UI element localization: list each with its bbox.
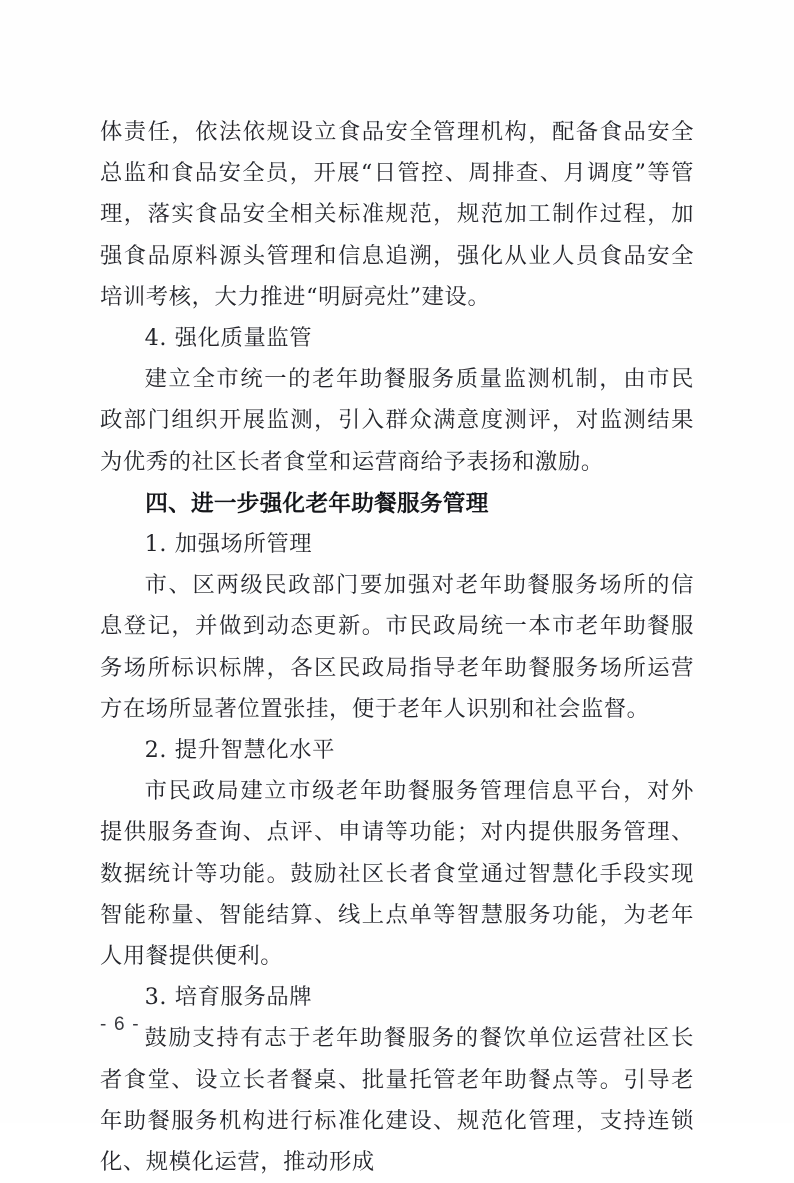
paragraph-continued-food-safety: 体责任，依法依规设立食品安全管理机构，配备食品安全总监和食品安全员，开展“日管控、周排查、月调度”等管理，落实食品安全相关标准规范，规范加工制作过程，加强食品原料源头管理和信息追溯，强化从业人员食品安全培训考核，大力推进“明厨亮灶”建设。 bbox=[100, 119, 694, 310]
paragraph-service-brand-cultivation: 鼓励支持有志于老年助餐服务的餐饮单位运营社区长者食堂、设立长者餐桌、批量托管老年助餐点等。引导老年助餐服务机构进行标准化建设、规范化管理，支持连锁化、规模化运营，推动形成 bbox=[100, 1025, 694, 1176]
subheading-2-smart-level: 2. 提升智慧化水平 bbox=[144, 737, 336, 764]
paragraph-smart-platform: 市民政局建立市级老年助餐服务管理信息平台，对外提供服务查询、点评、申请等功能；对内提供服务管理、数据统计等功能。鼓励社区长者食堂通过智慧化手段实现智能称量、智能结算、线上点单等智慧服务功能，为老年人用餐提供便利。 bbox=[100, 778, 694, 970]
page-footer bbox=[100, 1010, 694, 1040]
page-number: - 6 - bbox=[100, 1014, 140, 1035]
subheading-4-quality-supervision: 4. 强化质量监管 bbox=[144, 325, 313, 352]
subheading-1-venue-management: 1. 加强场所管理 bbox=[144, 531, 313, 558]
paragraph-quality-monitoring: 建立全市统一的老年助餐服务质量监测机制，由市民政部门组织开展监测，引入群众满意度测评，对监测结果为优秀的社区长者食堂和运营商给予表扬和激励。 bbox=[100, 366, 694, 475]
paragraph-venue-registration: 市、区两级民政部门要加强对老年助餐服务场所的信息登记，并做到动态更新。市民政局统一本市老年助餐服务场所标识标牌，各区民政局指导老年助餐服务场所运营方在场所显著位置张挂，便于老年人识别和社会监督。 bbox=[100, 572, 694, 722]
section-heading-four: 四、进一步强化老年助餐服务管理 bbox=[145, 490, 489, 516]
subheading-3-service-brand: 3. 培育服务品牌 bbox=[144, 984, 313, 1011]
